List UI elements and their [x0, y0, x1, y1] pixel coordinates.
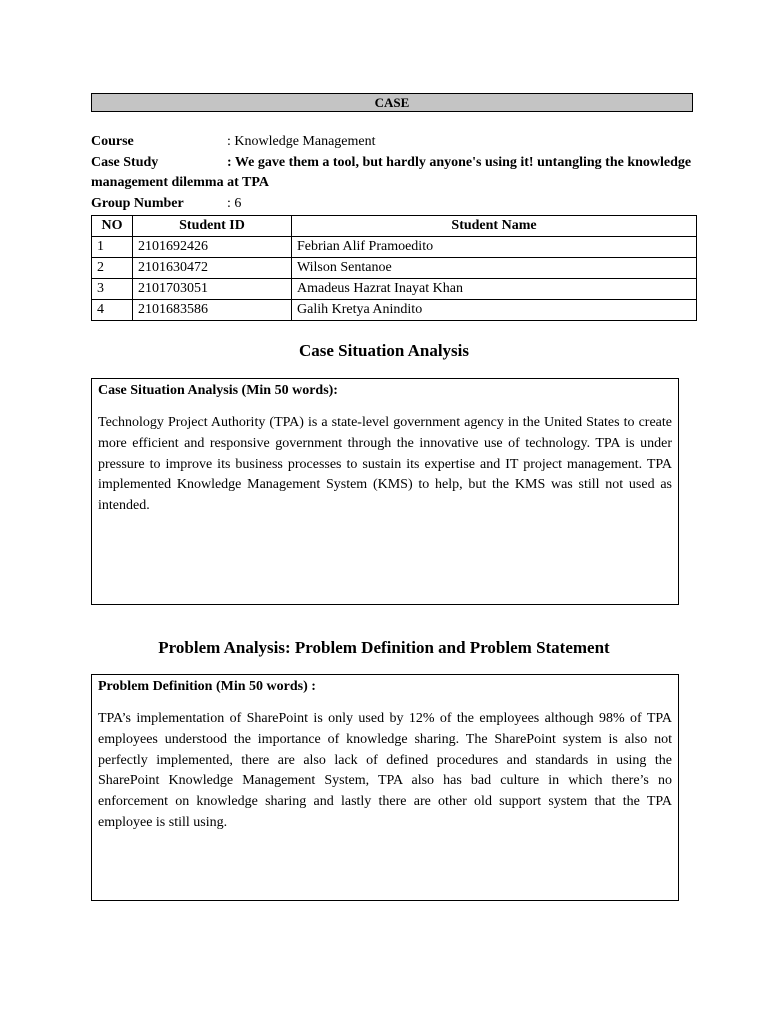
table-header-row: [92, 216, 697, 237]
case-situation-title: Case Situation Analysis: [298, 341, 470, 360]
table-row: [92, 279, 697, 300]
cell-student-id: 2101703051: [133, 279, 292, 300]
course-label: Course: [91, 134, 134, 149]
students-table: [91, 215, 697, 321]
cell-student-name: Febrian Alif Pramoedito: [292, 237, 697, 258]
group-number-label: Group Number: [91, 195, 184, 211]
case-situation-body: Technology Project Authority (TPA) is a state-level government agency in the United States to create more efficient and responsive government through the innovative use of technology. TPA is under pressure to improve its business processes to sustain its expertise and IT project management. TPA implemented Knowledge Management System (KMS) to help, but the KMS was still not used as intended.: [98, 415, 672, 514]
case-study-label: Case Study: [91, 154, 159, 170]
cell-no: 2: [92, 258, 133, 279]
case-situation-box-heading: Case Situation Analysis (Min 50 words):: [98, 383, 338, 398]
case-situation-box: [91, 378, 679, 605]
problem-definition-box: [91, 674, 679, 901]
course-info: [91, 132, 701, 214]
case-study-row: [91, 153, 701, 194]
course-value: : Knowledge Management: [227, 134, 376, 149]
case-header-bar: CASE: [91, 93, 693, 112]
table-row: [92, 258, 697, 279]
cell-student-id: 2101692426: [133, 237, 292, 258]
case-study-value: : We gave them a tool, but hardly anyone's using it! untangling the knowledge management dilemma at TPA: [91, 154, 692, 190]
cell-student-name: Wilson Sentanoe: [292, 258, 697, 279]
cell-student-name: Amadeus Hazrat Inayat Khan: [292, 279, 697, 300]
group-number-row: [91, 194, 701, 215]
course-row: [91, 132, 701, 153]
problem-analysis-title: Problem Analysis: Problem Definition and Problem Statement: [158, 638, 610, 657]
header-student-id: Student ID: [133, 216, 292, 237]
cell-student-id: 2101630472: [133, 258, 292, 279]
table-row: [92, 237, 697, 258]
cell-no: 4: [92, 300, 133, 321]
table-row: [92, 300, 697, 321]
header-no: NO: [92, 216, 133, 237]
cell-no: 1: [92, 237, 133, 258]
group-number-value: : 6: [227, 195, 242, 211]
cell-student-name: Galih Kretya Anindito: [292, 300, 697, 321]
header-student-name: Student Name: [292, 216, 697, 237]
cell-no: 3: [92, 279, 133, 300]
problem-definition-body: TPA’s implementation of SharePoint is only used by 12% of the employees although 98% of TPA employees understood the importance of knowledge sharing. The SharePoint system is also not perfectly implemented, there are also lack of defined procedures and standards in using the SharePoint Knowledge Management System, TPA also has bad culture in which there’s no enforcement on knowledge sharing and lastly there are other old support system that the TPA employee is still using.: [98, 711, 672, 830]
problem-definition-box-heading: Problem Definition (Min 50 words) :: [98, 679, 316, 694]
cell-student-id: 2101683586: [133, 300, 292, 321]
